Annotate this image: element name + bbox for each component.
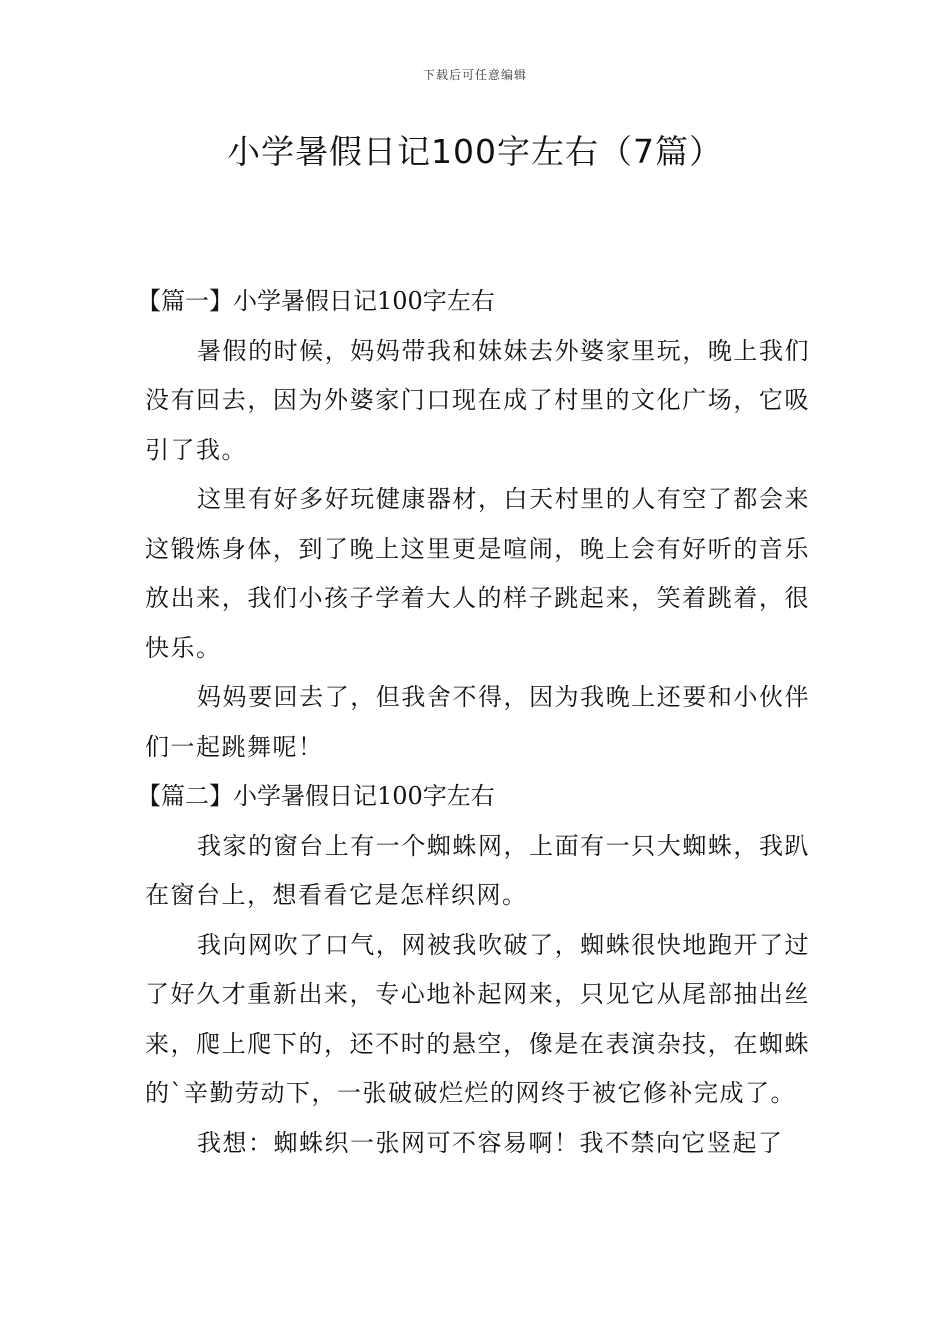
section-2 [137, 772, 810, 1168]
paragraph: 我家的窗台上有一个蜘蛛网，上面有一只大蜘蛛，我趴在窗台上，想看看它是怎样织网。 [145, 831, 810, 909]
document-title: 小学暑假日记100字左右（7篇） [227, 132, 723, 171]
document-body [137, 277, 810, 1168]
paragraph: 我想：蜘蛛织一张网可不容易啊！我不禁向它竖起了 [197, 1128, 784, 1157]
header-note: 下载后可任意编辑 [422, 68, 527, 82]
section-heading: 【篇二】小学暑假日记100字左右 [137, 782, 495, 810]
paragraph: 暑假的时候，妈妈带我和妹妹去外婆家里玩，晚上我们没有回去，因为外婆家门口现在成了村里的文化广场，它吸引了我。 [145, 336, 810, 464]
paragraph: 这里有好多好玩健康器材，白天村里的人有空了都会来这锻炼身体，到了晚上这里更是喧闹，晚上会有好听的音乐放出来，我们小孩子学着大人的样子跳起来，笑着跳着，很快乐。 [145, 485, 810, 662]
paragraph: 妈妈要回去了，但我舍不得，因为我晚上还要和小伙伴们一起跳舞呢！ [145, 683, 810, 761]
section-1 [137, 277, 810, 772]
paragraph: 我向网吹了口气，网被我吹破了，蜘蛛很快地跑开了过了好久才重新出来，专心地补起网来，只见它从尾部抽出丝来，爬上爬下的，还不时的悬空，像是在表演杂技，在蜘蛛的`辛勤劳动下，一张破破烂烂的网终于被它修补完成了。 [145, 930, 810, 1107]
section-heading: 【篇一】小学暑假日记100字左右 [137, 287, 495, 315]
